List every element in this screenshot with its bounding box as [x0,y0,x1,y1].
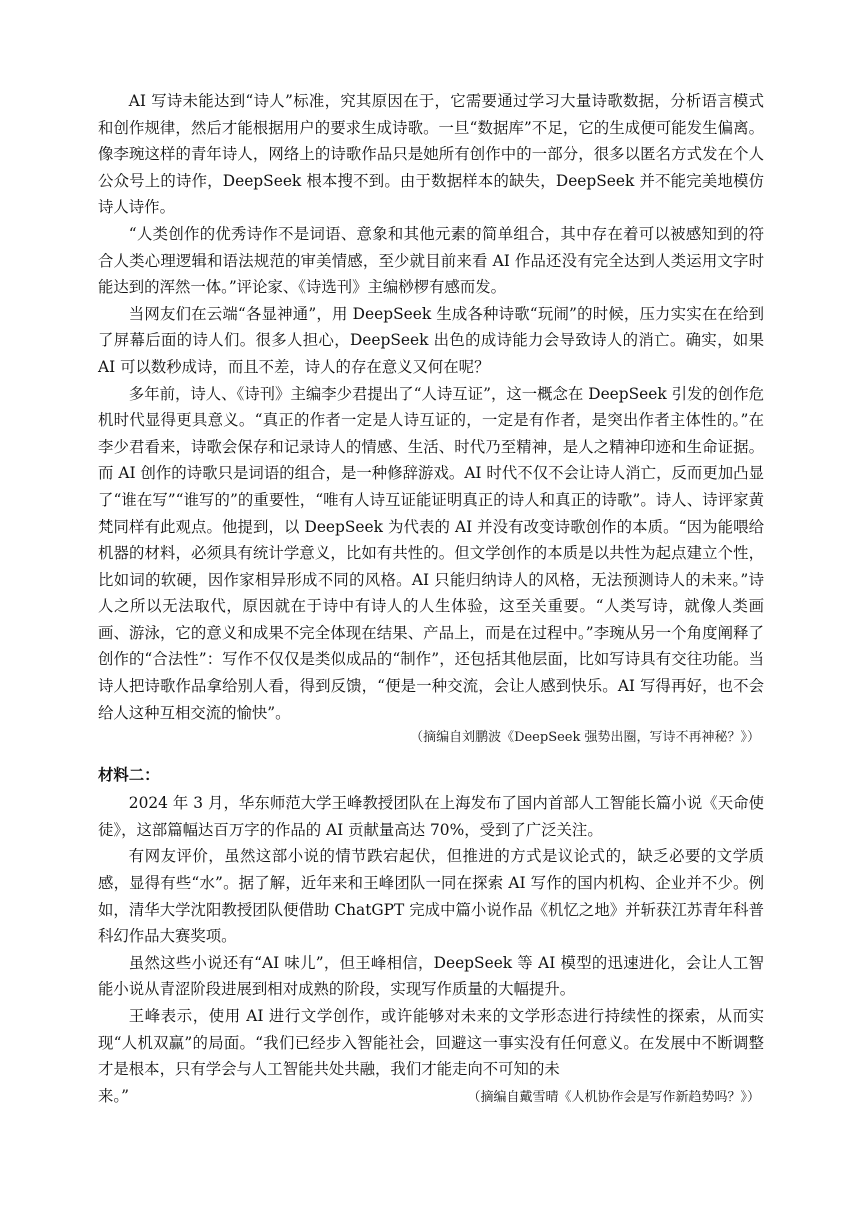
material2-paragraph-2: 有网友评价，虽然这部小说的情节跌宕起伏，但推进的方式是议论式的，缺乏必要的文学质感，显得有些“水”。据了解，近年来和王峰团队一同在探索 AI 写作的国内机构、企业并不少。例如，清华大学沈阳教授团队便借助 ChatGPT 完成中篇小说作品《机忆之地》并斩获江苏青年科普科幻作品大赛奖项。 [98,847,764,946]
material2-heading: 材料二： [98,766,160,785]
material1-source-citation: （摘编自刘鹏波《DeepSeek 强势出圈，写诗不再神秘？》） [410,730,760,746]
material2-paragraph-1: 2024 年 3 月，华东师范大学王峰教授团队在上海发布了国内首部人工智能长篇小说《天命使徒》，这部篇幅达百万字的作品的 AI 贡献量高达 70%，受到了广泛关注。 [98,794,764,839]
material2-last-line [98,1083,764,1112]
material2-paragraph-4-end: 来。” [98,1086,129,1105]
material2-paragraph-4: 王峰表示，使用 AI 进行文学创作，或许能够对未来的文学形态进行持续性的探索，从而实现“人机双赢”的局面。“我们已经步入智能社会，回避这一事实没有任何意义。在发展中不断调整才是根本，只有学会与人工智能共处共融，我们才能走向不可知的未 [98,1007,764,1079]
material1-paragraph-4: 多年前，诗人、《诗刊》主编李少君提出了“人诗互证”，这一概念在 DeepSeek 引发的创作危机时代显得更具意义。“真正的作者一定是人诗互证的，一定是有作者，是突出作者主体性的。”在李少君看来，诗歌会保存和记录诗人的情感、生活、时代乃至精神，是人之精神印迹和生命证据。而 AI 创作的诗歌只是词语的组合，是一种修辞游戏。AI 时代不仅不会让诗人消亡，反而更加凸显了“谁在写”“谁写的”的重要性，“唯有人诗互证能证明真正的诗人和真正的诗歌”。诗人、诗评家黄梵同样有此观点。他提到，以 DeepSeek 为代表的 AI 并没有改变诗歌创作的本质。“因为能喂给机器的材料，必须具有统计学意义，比如有共性的。但文学创作的本质是以共性为起点建立个性，比如词的软硬，因作家相异形成不同的风格。AI 只能归纳诗人的风格，无法预测诗人的未来。”诗人之所以无法取代，原因就在于诗中有诗人的人生体验，这至关重要。“人类写诗，就像人类画画、游泳，它的意义和成果不完全体现在结果、产品上，而是在过程中。”李琬从另一个角度阐释了创作的“合法性”：写作不仅仅是类似成品的“制作”，还包括其他层面，比如写诗具有交往功能。当诗人把诗歌作品拿给别人看，得到反馈，“便是一种交流，会让人感到快乐。AI 写得再好，也不会给人这种互相交流的愉快”。 [98,384,764,722]
material2-paragraph-3: 虽然这些小说还有“AI 味儿”，但王峰相信，DeepSeek 等 AI 模型的迅速进化，会让人工智能小说从青涩阶段进展到相对成熟的阶段，实现写作质量的大幅提升。 [98,953,764,999]
document-page [98,88,764,1111]
material1-paragraph-1: AI 写诗未能达到“诗人”标准，究其原因在于，它需要通过学习大量诗歌数据，分析语言模式和创作规律，然后才能根据用户的要求生成诗歌。一旦“数据库”不足，它的生成便可能发生偏离。像李琬这样的青年诗人，网络上的诗歌作品只是她所有创作中的一部分，很多以匿名方式发在个人公众号上的诗作，DeepSeek 根本搜不到。由于数据样本的缺失，DeepSeek 并不能完美地模仿诗人诗作。 [98,92,764,217]
material1-paragraph-2: “人类创作的优秀诗作不是词语、意象和其他元素的简单组合，其中存在着可以被感知到的符合人类心理逻辑和语法规范的审美情感，至少就目前来看 AI 作品还没有完全达到人类运用文字时能达到的浑然一体。”评论家、《诗选刊》主编桫椤有感而发。 [98,224,764,297]
material1-paragraph-3: 当网友们在云端“各显神通”，用 DeepSeek 生成各种诗歌“玩闹”的时候，压力实实在在给到了屏幕后面的诗人们。很多人担心，DeepSeek 出色的成诗能力会导致诗人的消亡。确实，如果 AI 可以数秒成诗，而且不差，诗人的存在意义又何在呢？ [98,304,764,376]
material2-source-citation: （摘编自戴雪晴《人机协作会是写作新趋势吗？》） [467,1089,760,1105]
